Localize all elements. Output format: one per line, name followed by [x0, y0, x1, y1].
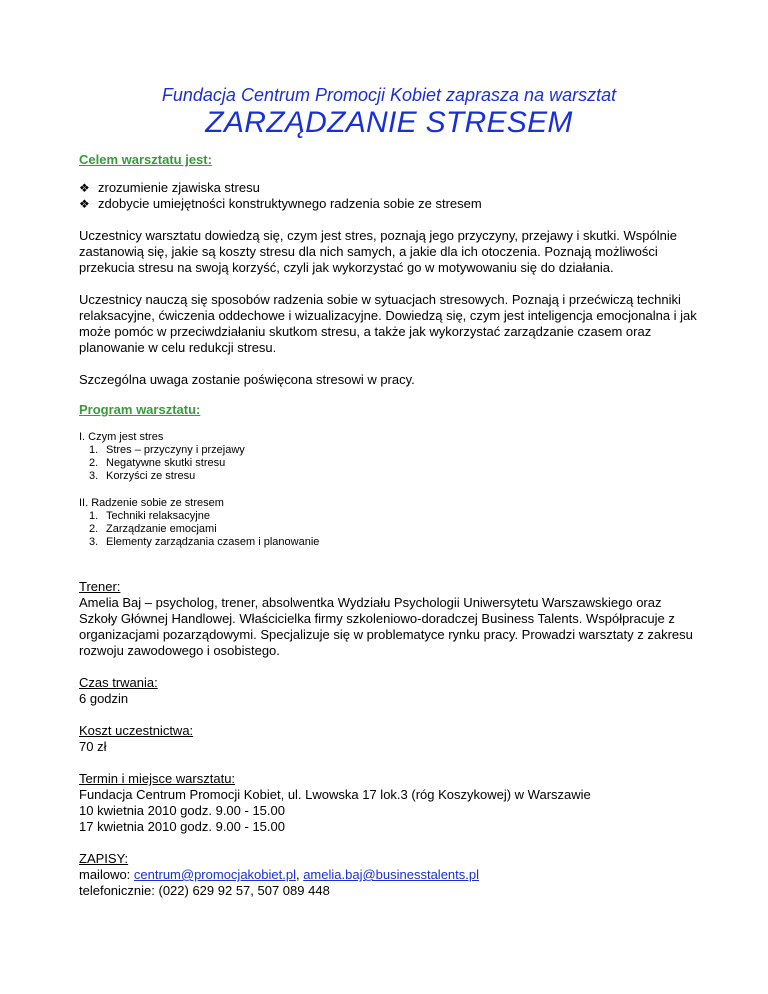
trainer-block: [79, 579, 699, 659]
workshop-title: ZARZĄDZANIE STRESEM: [205, 106, 573, 139]
venue-address: Fundacja Centrum Promocji Kobiet, ul. Lwowska 17 lok.3 (róg Koszykowej) w Warszawie: [79, 787, 591, 802]
program-heading: Program warsztatu:: [79, 402, 201, 417]
goals-heading: Celem warsztatu jest:: [79, 152, 212, 167]
venue-date: 10 kwietnia 2010 godz. 9.00 - 15.00: [79, 803, 285, 818]
program-section-title: I. Czym jest stres: [79, 431, 164, 443]
email-link-amelia[interactable]: amelia.baj@businesstalents.pl: [303, 867, 479, 882]
paragraph: Szczególna uwaga zostanie poświęcona stresowi w pracy.: [79, 372, 415, 387]
signup-phone: telefonicznie: (022) 629 92 57, 507 089 448: [79, 883, 330, 898]
email-link-centrum[interactable]: centrum@promocjakobiet.pl: [133, 867, 296, 882]
list-item: 1. Stres – przyczyny i przejawy: [89, 444, 245, 456]
program-section: [79, 497, 699, 549]
venue-date: 17 kwietnia 2010 godz. 9.00 - 15.00: [79, 819, 285, 834]
duration-value: 6 godzin: [79, 691, 129, 706]
trainer-label: Trener:: [79, 579, 121, 594]
list-item: ❖ zdobycie umiejętności konstruktywnego radzenia sobie ze stresem: [79, 196, 482, 211]
cost-label: Koszt uczestnictwa:: [79, 723, 194, 738]
cost-block: [79, 723, 699, 755]
list-item: ❖ zrozumienie zjawiska stresu: [79, 180, 260, 195]
list-item: 3. Korzyści ze stresu: [89, 470, 196, 482]
duration-label: Czas trwania:: [79, 675, 158, 690]
list-item: 1. Techniki relaksacyjne: [89, 510, 210, 522]
intro-line: Fundacja Centrum Promocji Kobiet zaprasza na warsztat: [161, 85, 617, 105]
signup-email-line: mailowo: centrum@promocjakobiet.pl, amelia.baj@businesstalents.pl: [79, 867, 479, 882]
signup-block: [79, 851, 699, 899]
program-section-title: II. Radzenie sobie ze stresem: [79, 497, 224, 509]
list-item: 2. Negatywne skutki stresu: [89, 457, 226, 469]
signup-label: ZAPISY:: [79, 851, 129, 866]
program-section: [79, 431, 699, 483]
diamond-bullet-icon: ❖: [79, 181, 90, 195]
document-page: [79, 84, 699, 899]
list-item: 2. Zarządzanie emocjami: [89, 523, 217, 535]
trainer-text: Amelia Baj – psycholog, trener, absolwentka Wydziału Psychologii Uniwersytetu Warszawskiego oraz Szkoły Głównej Handlowej. Właścicielka firmy szkoleniowo-doradczej Business Talents. Współpracuje z organizacjami pozarządowymi. Specjalizuje się w problematyce rynku pracy. Prowadzi warsztaty z zakresu rozwoju zawodowego i osobistego.: [79, 595, 693, 658]
paragraph: Uczestnicy warsztatu dowiedzą się, czym jest stres, poznają jego przyczyny, przejawy i skutki. Wspólnie zastanowią się, jakie są koszty stresu dla nich samych, a jakie dla ich otoczenia. Poznają możliwości przekucia stresu na swoją korzyść, czyli jak wykorzystać go w motywowaniu się do działania.: [79, 228, 677, 275]
paragraph: Uczestnicy nauczą się sposobów radzenia sobie w sytuacjach stresowych. Poznają i przećwiczą techniki relaksacyjne, ćwiczenia oddechowe i wizualizacyjne. Dowiedzą się, czym jest inteligencja emocjonalna i jak może pomóc w przeciwdziałaniu skutkom stresu, a także jak wykorzystać zarządzanie czasem oraz planowanie w celu redukcji stresu.: [79, 292, 697, 355]
venue-block: [79, 771, 699, 835]
venue-label: Termin i miejsce warsztatu:: [79, 771, 236, 786]
duration-block: [79, 675, 699, 707]
list-item: 3. Elementy zarządzania czasem i planowanie: [89, 536, 320, 548]
goals-list: [79, 180, 699, 212]
cost-value: 70 zł: [79, 739, 107, 754]
diamond-bullet-icon: ❖: [79, 197, 90, 211]
